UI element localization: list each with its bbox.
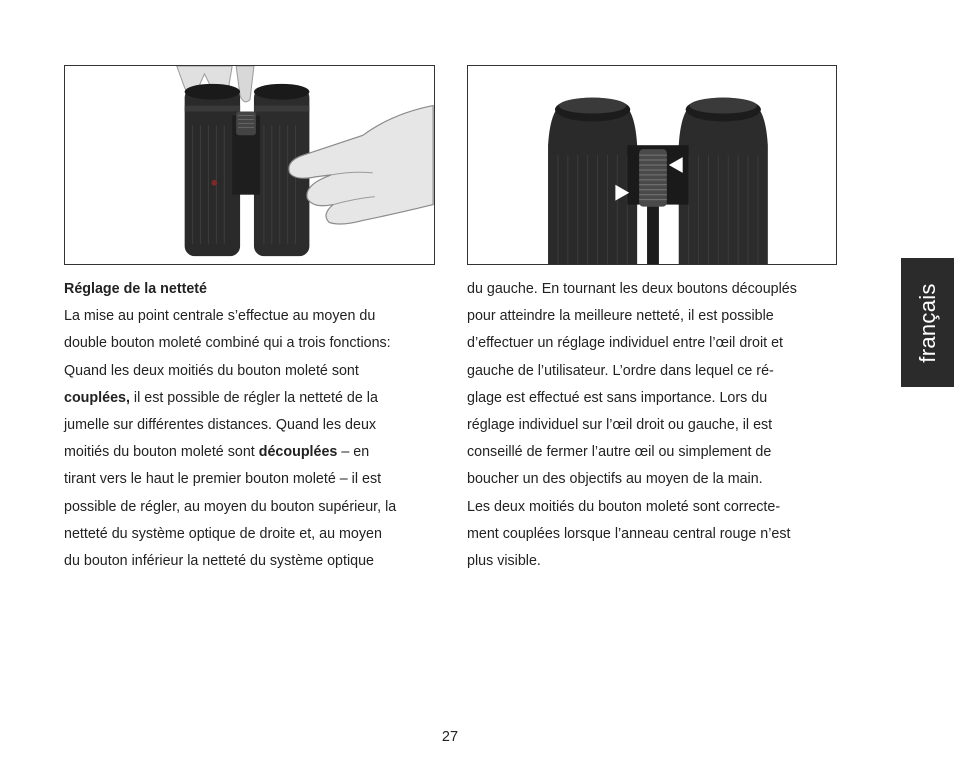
text-line: d’effectuer un réglage individuel entre l’œil droit et bbox=[467, 335, 784, 352]
right-text-column bbox=[467, 276, 839, 575]
page-number: 27 bbox=[441, 729, 459, 745]
text-line: tirant vers le haut le premier bouton moleté – il est bbox=[64, 471, 382, 488]
text-line: ment couplées lorsque l’anneau central rouge n’est bbox=[467, 525, 791, 542]
binoculars-focus-photo-right bbox=[467, 65, 837, 265]
text-line: La mise au point centrale s’effectue au moyen du bbox=[64, 308, 376, 325]
binoculars-hands-illustration bbox=[65, 66, 434, 264]
text-line: jumelle sur différentes distances. Quand les deux bbox=[64, 417, 377, 434]
text-line: pour atteindre la meilleure netteté, il est possible bbox=[467, 308, 774, 325]
text-line: Quand les deux moitiés du bouton moleté sont bbox=[64, 362, 359, 379]
focus-knob-illustration bbox=[468, 66, 836, 264]
language-tab-label: français bbox=[914, 282, 940, 363]
text-line: gauche de l’utilisateur. L’ordre dans lequel ce ré- bbox=[467, 362, 774, 379]
text-line: Les deux moitiés du bouton moleté sont correcte- bbox=[467, 498, 781, 515]
text-fragment: moitiés du bouton moleté sont bbox=[64, 444, 259, 461]
text-line: plus visible. bbox=[467, 553, 541, 570]
text-fragment: il est possible de régler la netteté de la bbox=[129, 389, 378, 406]
section-heading: Réglage de la netteté bbox=[64, 281, 208, 297]
text-line: du bouton inférieur la netteté du système optique bbox=[64, 553, 374, 570]
text-line: netteté du système optique de droite et, au moyen bbox=[64, 525, 382, 542]
text-line: conseillé de fermer l’autre œil ou simplement de bbox=[467, 444, 772, 461]
text-line: double bouton moleté combiné qui a trois fonctions: bbox=[64, 335, 391, 352]
bold-term-decouplees: découplées bbox=[258, 444, 338, 461]
binoculars-focus-photo-left bbox=[64, 65, 435, 265]
text-line: boucher un des objectifs au moyen de la main. bbox=[467, 471, 763, 488]
language-side-tab bbox=[901, 258, 954, 387]
text-line: glage est effectué est sans importance. Lors du bbox=[467, 389, 768, 406]
text-fragment: – en bbox=[337, 444, 370, 461]
bold-term-couplees: couplées, bbox=[64, 389, 130, 406]
text-line bbox=[64, 385, 436, 412]
text-line: possible de régler, au moyen du bouton supérieur, la bbox=[64, 498, 397, 515]
text-line: réglage individuel sur l’œil droit ou gauche, il est bbox=[467, 417, 773, 434]
left-text-column bbox=[64, 276, 436, 575]
text-line bbox=[64, 439, 436, 466]
text-line: du gauche. En tournant les deux boutons découplés bbox=[467, 281, 797, 297]
